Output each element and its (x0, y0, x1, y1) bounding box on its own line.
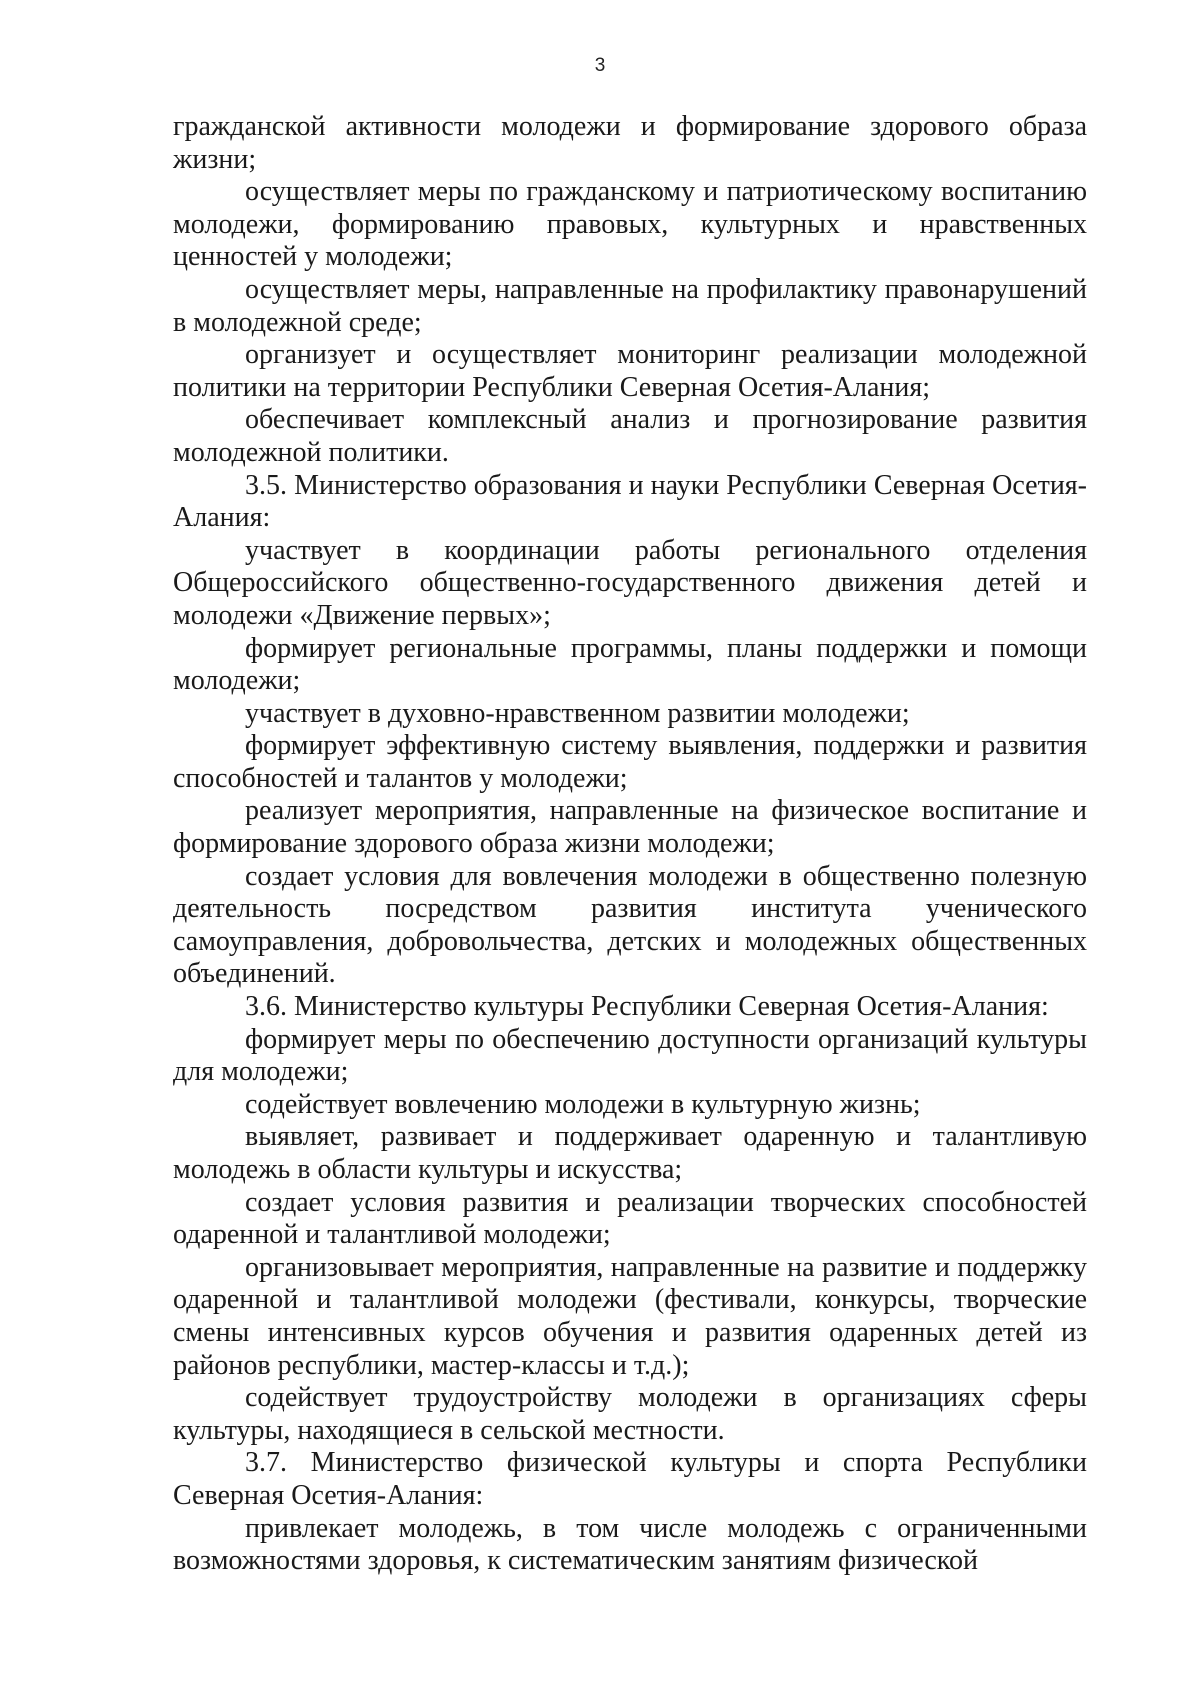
paragraph-continuation: гражданской активности молодежи и формирование здорового образа жизни; (173, 111, 1087, 175)
paragraph: организует и осуществляет мониторинг реализации молодежной политики на территории Республики Северная Осетия-Алания; (173, 339, 1087, 403)
paragraph: создает условия для вовлечения молодежи в общественно полезную деятельность посредством развития института ученического самоуправления, добровольчества, детских и молодежных общественных объединений. (173, 860, 1087, 990)
page-number: 3 (594, 55, 606, 76)
paragraph: участвует в координации работы регионального отделения Общероссийского общественно-государственного движения детей и молодежи «Движение первых»; (173, 534, 1087, 631)
paragraph: выявляет, развивает и поддерживает одаренную и талантливую молодежь в области культуры и искусства; (173, 1121, 1087, 1185)
paragraph: осуществляет меры по гражданскому и патриотическому воспитанию молодежи, формированию правовых, культурных и нравственных ценностей у молодежи; (173, 176, 1087, 273)
paragraph: содействует вовлечению молодежи в культурную жизнь; (245, 1088, 921, 1120)
paragraph: формирует эффективную систему выявления, поддержки и развития способностей и талантов у молодежи; (173, 730, 1087, 794)
paragraph: организовывает мероприятия, направленные на развитие и поддержку одаренной и талантливой молодежи (фестивали, конкурсы, творческие смены интенсивных курсов обучения и развития одаренных детей из районов республики, мастер-классы и т.д.); (173, 1251, 1087, 1381)
document-body (173, 111, 1087, 1578)
paragraph: содействует трудоустройству молодежи в организациях сферы культуры, находящиеся в сельской местности. (173, 1382, 1087, 1446)
paragraph: формирует меры по обеспечению доступности организаций культуры для молодежи; (173, 1023, 1087, 1088)
section-heading-3-5: 3.5. Министерство образования и науки Республики Северная Осетия-Алания: (173, 469, 1087, 534)
paragraph: реализует мероприятия, направленные на физическое воспитание и формирование здорового образа жизни молодежи; (173, 795, 1087, 860)
paragraph: привлекает молодежь, в том числе молодежь с ограниченными возможностями здоровья, к систематическим занятиям физической (173, 1512, 1087, 1577)
paragraph: формирует региональные программы, планы поддержки и помощи молодежи; (173, 632, 1087, 697)
paragraph: осуществляет меры, направленные на профилактику правонарушений в молодежной среде; (173, 273, 1087, 338)
paragraph: участвует в духовно-нравственном развитии молодежи; (245, 697, 910, 729)
paragraph: создает условия развития и реализации творческих способностей одаренной и талантливой молодежи; (173, 1186, 1087, 1251)
section-heading-3-6: 3.6. Министерство культуры Республики Северная Осетия-Алания: (245, 991, 1049, 1023)
section-heading-3-7: 3.7. Министерство физической культуры и спорта Республики Северная Осетия-Алания: (173, 1447, 1087, 1511)
paragraph: обеспечивает комплексный анализ и прогнозирование развития молодежной политики. (173, 404, 1087, 468)
